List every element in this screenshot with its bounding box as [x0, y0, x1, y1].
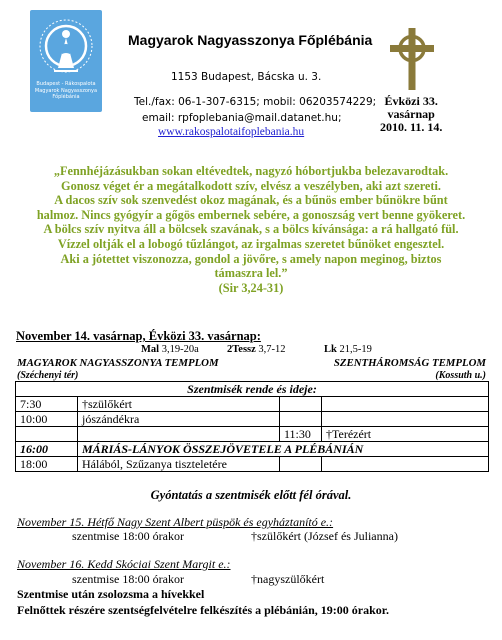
mass-time-2 — [280, 397, 322, 412]
reading-2 — [227, 344, 286, 355]
mass-time-2 — [280, 457, 322, 472]
mass-intention: jószándékra — [78, 412, 280, 427]
event-description: MÁRIÁS-LÁNYOK ÖSSZEJÖVETELE A PLÉBÁNIÁN — [78, 442, 489, 457]
parish-address: 1153 Budapest, Bácska u. 3. — [171, 71, 322, 83]
mass-intention: †szülőkért — [78, 397, 280, 412]
parish-title: Magyarok Nagyasszonya Főplébánia — [128, 32, 373, 48]
table-header-row — [16, 382, 489, 397]
logo-line: Budapest - Rákospalota — [36, 81, 96, 87]
quote-line: Aki a jótettet viszonozza, gondol a jövőre, s amely napon meginog, biztos — [60, 251, 442, 266]
table-row — [16, 442, 489, 457]
table-row — [16, 412, 489, 427]
reading-1 — [141, 344, 199, 355]
mass-intention — [78, 427, 280, 442]
church-right-location: (Kossuth u.) — [435, 370, 486, 381]
sunday-heading: November 14. vasárnap, Évközi 33. vasárnap: — [16, 329, 261, 343]
table-row — [16, 427, 489, 442]
reading-3 — [324, 344, 372, 355]
parish-phone: Tel./fax: 06-1-307-6315; mobil: 06203574229; — [134, 96, 377, 108]
day-mass-intention: †nagyszülőkért — [251, 572, 325, 586]
day-mass-intention: †szülőkért (József és Julianna) — [251, 529, 398, 543]
reading-ref: 3,7-12 — [258, 344, 286, 355]
quote-line: Gonosz véget ér a megátalkodott szív, elvész a veszélyben, aki azt szereti. — [61, 178, 441, 193]
mass-intention: Hálából, Szűzanya tiszteletére — [78, 457, 280, 472]
confession-note: Gyóntatás a szentmisék előtt fél órával. — [150, 488, 352, 502]
reading-ref: 3,19-20a — [161, 344, 199, 355]
mass-time-2: 11:30 — [280, 427, 322, 442]
celtic-cross-icon — [388, 28, 436, 90]
quote-line: halmoz. Nincs gyógyír a gőgös embernek sebére, a gonoszság vert benne gyökeret. — [36, 207, 466, 222]
church-left-name: MAGYAROK NAGYASSZONYA TEMPLOM — [17, 357, 219, 369]
liturgical-date — [380, 95, 442, 134]
date-line: 2010. 11. 14. — [380, 120, 443, 134]
logo-line: Magyarok Nagyasszonya — [34, 87, 98, 94]
mass-time: 16:00 — [16, 442, 78, 457]
church-right-name: SZENTHÁROMSÁG TEMPLOM — [333, 357, 486, 369]
quote-line: Vízzel oltják el a lobogó tűzlángot, az irgalmas szeretet bűnöket engesztel. — [57, 236, 445, 251]
mass-intention-2 — [322, 412, 489, 427]
quote-reference: (Sir 3,24-31) — [218, 280, 284, 295]
mass-time: 18:00 — [16, 457, 78, 472]
mass-intention-2: †Terézért — [322, 427, 489, 442]
date-line: Évközi 33. — [384, 94, 438, 108]
reading-ref: 21,5-19 — [339, 344, 372, 355]
day-heading-tuesday: November 16. Kedd Skóciai Szent Margit e.: — [17, 557, 231, 571]
table-row — [16, 397, 489, 412]
logo-line: Főplébánia — [52, 94, 80, 100]
mass-intention-2 — [322, 457, 489, 472]
quote-line: „Fennhéjázásukban sokan eltévedtek, nagyzó hóbortjukba belezavarodtak. — [53, 164, 449, 178]
day-mass-time: szentmise 18:00 órakor — [72, 572, 184, 586]
note-adult-preparation: Felnőttek részére szentségfelvételre felkészítés a plébánián, 19:00 órakor. — [17, 603, 390, 617]
table-row — [16, 457, 489, 472]
mass-schedule-table — [15, 381, 489, 472]
scripture-quote — [14, 164, 488, 295]
logo-caption — [30, 81, 102, 101]
mass-time — [16, 427, 78, 442]
day-mass-time: szentmise 18:00 órakor — [72, 529, 184, 543]
reading-book: 2Tessz — [227, 344, 256, 355]
mass-time: 10:00 — [16, 412, 78, 427]
quote-line: A dacos szív sok szenvedést okoz magának, és a bűnös ember bűnökre bűnt — [54, 193, 448, 208]
parish-email: email: rpfoplebania@mail.datanet.hu; — [142, 112, 342, 124]
day-heading-monday: November 15. Hétfő Nagy Szent Albert püspök és egyháztanító e.: — [17, 515, 334, 529]
church-left-location: (Széchenyi tér) — [17, 370, 79, 381]
table-header: Szentmisék rende és ideje: — [16, 382, 489, 397]
mass-time-2 — [280, 412, 322, 427]
mass-intention-2 — [322, 397, 489, 412]
parish-website-link[interactable]: www.rakospalotaifoplebania.hu — [158, 126, 305, 138]
reading-book: Mal — [141, 344, 160, 355]
reading-book: Lk — [324, 344, 337, 355]
date-line: vasárnap — [387, 107, 435, 121]
mass-time: 7:30 — [16, 397, 78, 412]
quote-line: támaszra lel.” — [214, 266, 288, 281]
note-vespers: Szentmise után zsolozsma a hívekkel — [17, 587, 205, 601]
quote-line: A bölcs szív nyitva áll a bölcsek szavának, s a bölcs kívánsága: a rá hallgató fül. — [43, 222, 459, 237]
parish-logo — [30, 10, 102, 112]
